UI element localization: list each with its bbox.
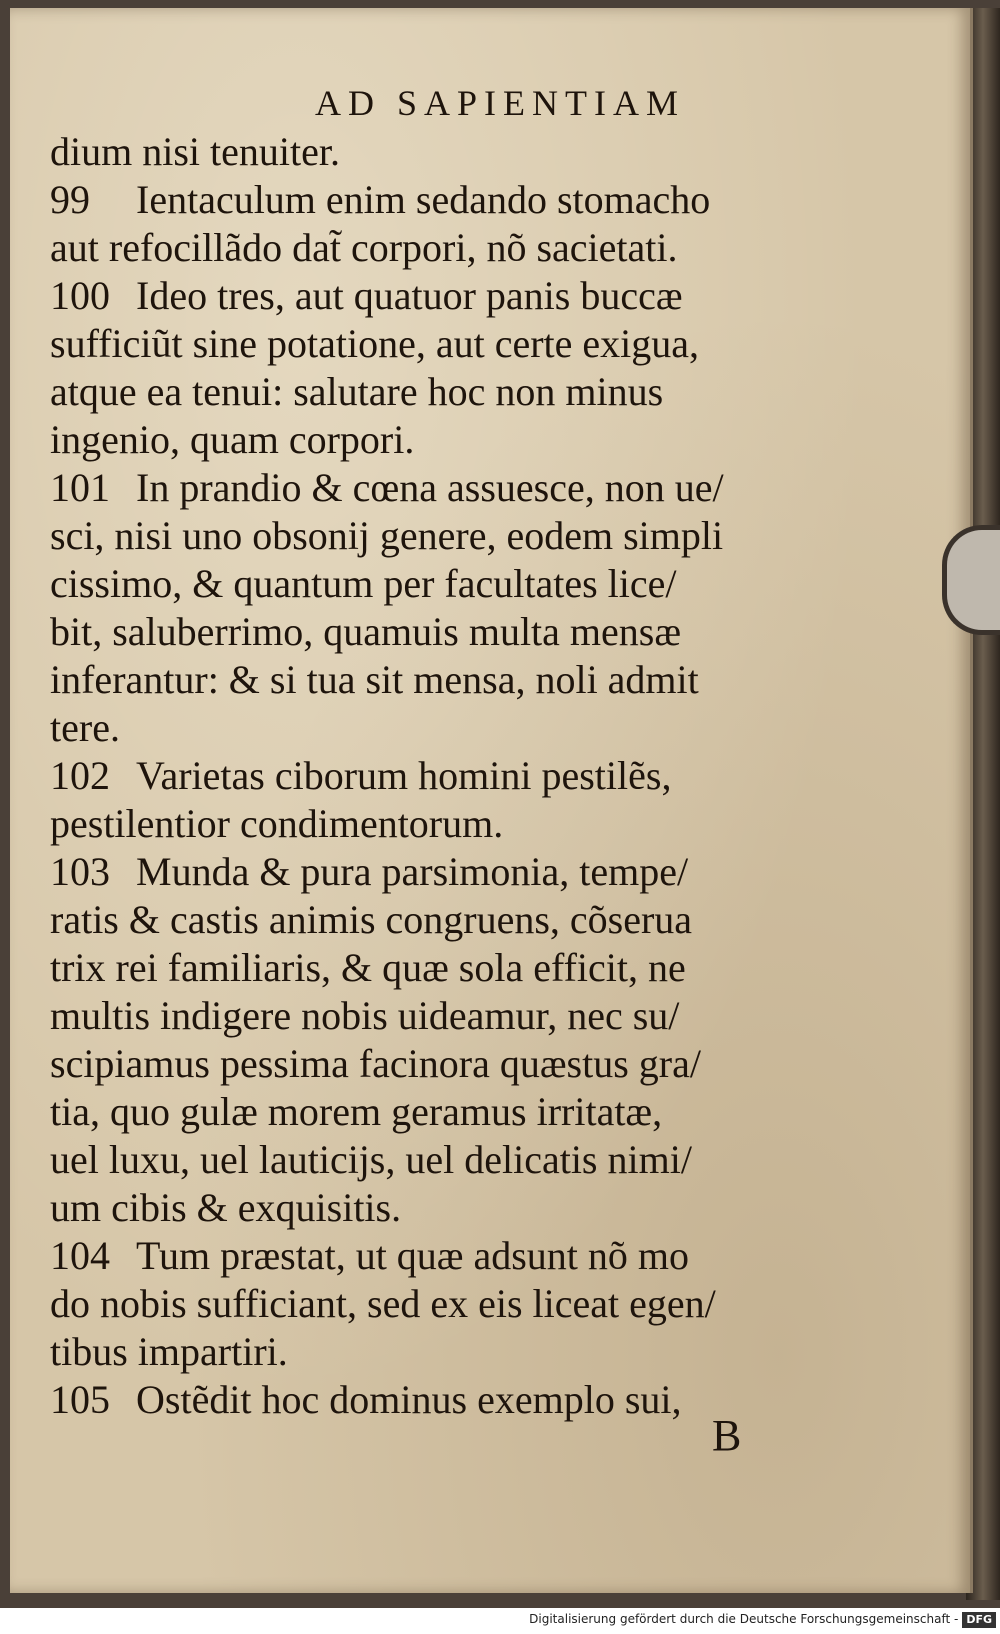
line-text: ingenio, quam corpori.: [50, 417, 415, 462]
paragraph-number: 99: [50, 177, 90, 222]
text-line: [50, 1376, 810, 1424]
line-text: tibus impartiri.: [50, 1329, 288, 1374]
line-text: cissimo, & quantum per facultates lice/: [50, 561, 677, 606]
text-line: [50, 848, 810, 896]
line-text: tia, quo gulæ morem geramus irritatæ,: [50, 1089, 663, 1134]
line-text: Tum præstat, ut quæ adsunt nõ mo: [136, 1233, 690, 1278]
line-text: pestilentior condimentorum.: [50, 801, 504, 846]
line-text: aut refocillãdo dat̃ corpori, nõ sacietati.: [50, 225, 678, 270]
text-line: [50, 944, 810, 992]
line-text: tere.: [50, 705, 120, 750]
line-text: trix rei familiaris, & quæ sola efficit, ne: [50, 945, 686, 990]
paragraph-number: 103: [50, 849, 110, 894]
text-line: [50, 512, 810, 560]
text-line: [50, 1088, 810, 1136]
line-text: um cibis & exquisitis.: [50, 1185, 402, 1230]
line-text: uel luxu, uel lauticĳs, uel delicatis nimi/: [50, 1137, 692, 1182]
line-text: Varietas ciborum homini pestilẽs,: [136, 753, 672, 798]
text-line: [50, 368, 810, 416]
line-text: scipiamus pessima facinora quæstus gra/: [50, 1041, 701, 1086]
line-text: sci, nisi uno obsonĳ genere, eodem simpli: [50, 513, 724, 558]
text-line: [50, 464, 810, 512]
text-line: [50, 560, 810, 608]
line-text: ratis & castis animis congruens, cõserua: [50, 897, 693, 942]
text-line: [50, 1280, 810, 1328]
book-clasp: [942, 525, 1000, 635]
dfg-logo: DFG: [962, 1612, 996, 1628]
line-text: atque ea tenui: salutare hoc non minus: [50, 369, 664, 414]
line-text: Ostẽdit hoc dominus exemplo sui,: [136, 1377, 682, 1422]
text-line: [50, 224, 810, 272]
line-text: do nobis sufficiant, sed ex eis liceat egen/: [50, 1281, 716, 1326]
footer: [0, 1608, 1000, 1630]
text-line: [50, 128, 810, 176]
text-line: [50, 608, 810, 656]
paragraph-number: 101: [50, 465, 110, 510]
running-head: AD SAPIENTIAM: [315, 83, 685, 123]
text-line: [50, 176, 810, 224]
text-line: [50, 800, 810, 848]
footer-text: Digitalisierung gefördert durch die Deutsche Forschungsgemeinschaft -: [529, 1612, 959, 1626]
text-line: [50, 1040, 810, 1088]
line-text: bit, saluberrimo, quamuis multa mensæ: [50, 609, 682, 654]
text-line: [50, 704, 810, 752]
line-text: inferantur: & si tua sit mensa, noli admit: [50, 657, 699, 702]
line-text: Munda & pura parsimonia, tempe/: [136, 849, 689, 894]
line-text: multis indigere nobis uideamur, nec su/: [50, 993, 680, 1038]
text-line: [50, 272, 810, 320]
text-line: [50, 1328, 810, 1376]
text-line: [50, 416, 810, 464]
text-line: [50, 752, 810, 800]
text-line: [50, 992, 810, 1040]
text-line: [50, 1136, 810, 1184]
text-line: [50, 320, 810, 368]
paragraph-number: 104: [50, 1233, 110, 1278]
line-text: dium nisi tenuiter.: [50, 129, 340, 174]
text-line: [50, 1184, 810, 1232]
signature-mark: B: [712, 1411, 742, 1460]
text-line: [50, 1232, 810, 1280]
line-text: Ideo tres, aut quatuor panis buccæ: [136, 273, 683, 318]
text-line: [50, 656, 810, 704]
text-block: [50, 128, 810, 1424]
text-line: [50, 896, 810, 944]
line-text: sufficiũt sine potatione, aut certe exigua,: [50, 321, 700, 366]
paragraph-number: 102: [50, 753, 110, 798]
paragraph-number: 100: [50, 273, 110, 318]
line-text: In prandio & cœna assuesce, non ue/: [136, 465, 724, 510]
line-text: Ientaculum enim sedando stomacho: [136, 177, 711, 222]
paragraph-number: 105: [50, 1377, 110, 1422]
